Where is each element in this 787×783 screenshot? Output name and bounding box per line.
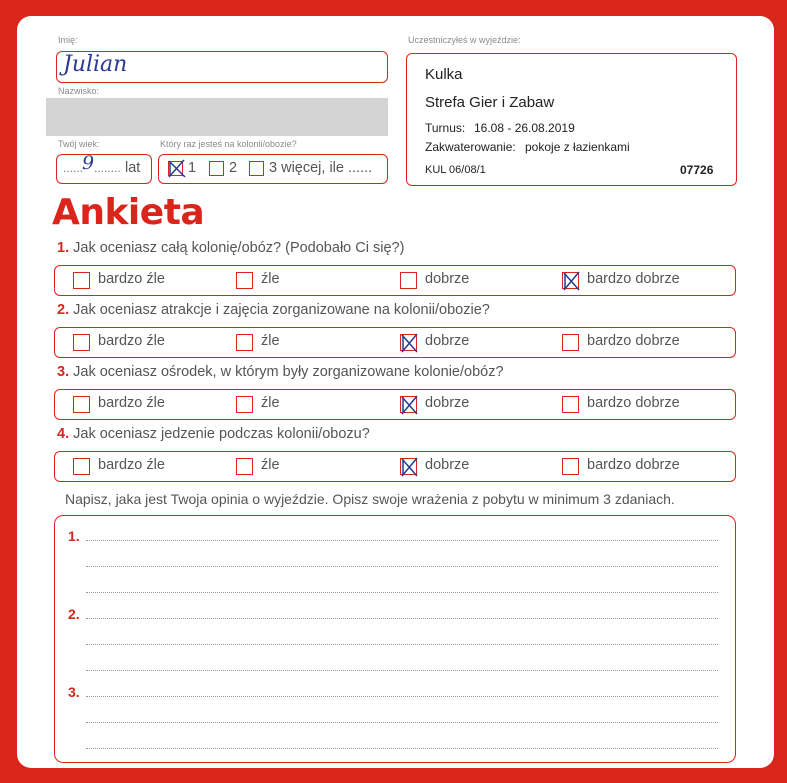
turnus-label: Turnus:	[425, 121, 466, 135]
accommodation-value: pokoje z łazienkami	[525, 140, 630, 154]
answer-checkbox[interactable]	[562, 272, 579, 289]
checkmark-x-icon	[398, 393, 420, 417]
answer-checkbox[interactable]	[236, 396, 253, 413]
survey-title: Ankieta	[52, 192, 205, 233]
question-text: Jak oceniasz ośrodek, w którym były zorganizowane kolonie/obóz?	[73, 364, 504, 380]
surname-label: Nazwisko:	[58, 86, 100, 96]
question-number: 3.	[57, 364, 70, 380]
trip-name: Kulka	[425, 66, 463, 83]
answer-checkbox[interactable]	[236, 272, 253, 289]
checkmark-x-icon	[398, 455, 420, 479]
question-text: Jak oceniasz jedzenie podczas kolonii/obozu?	[73, 426, 370, 442]
answer-option-label: bardzo dobrze	[587, 271, 680, 287]
answer-checkbox[interactable]	[562, 334, 579, 351]
surname-redacted	[46, 98, 388, 136]
turnus-value: 16.08 - 26.08.2019	[474, 121, 575, 135]
age-dots: ......	[63, 161, 84, 175]
question-3	[57, 364, 504, 380]
opinion-number-1: 1.	[68, 528, 80, 544]
accommodation-label: Zakwaterowanie:	[425, 140, 516, 154]
opinion-box[interactable]	[54, 515, 736, 763]
which-time-option-2: 2	[229, 160, 238, 176]
trip-number: 07726	[680, 163, 714, 177]
opinion-line	[86, 722, 718, 723]
question-4	[57, 426, 370, 442]
question-1	[57, 240, 404, 256]
which-time-option-3: 3 więcej, ile ......	[269, 160, 373, 176]
trip-info-box	[406, 53, 737, 186]
answer-checkbox[interactable]	[562, 458, 579, 475]
opinion-line	[86, 670, 718, 671]
answer-option-label: dobrze	[425, 395, 470, 411]
age-unit: lat	[125, 160, 141, 176]
question-2	[57, 302, 490, 318]
opinion-line	[86, 592, 718, 593]
answer-option-label: źle	[261, 271, 280, 287]
name-field[interactable]	[56, 51, 388, 83]
opinion-line	[86, 618, 718, 619]
answer-option-label: dobrze	[425, 333, 470, 349]
age-dots-after: ........	[94, 161, 121, 175]
which-time-checkbox-1[interactable]	[168, 161, 183, 176]
answer-option-label: dobrze	[425, 271, 470, 287]
answer-option-label: bardzo źle	[98, 271, 165, 287]
checkmark-x-icon	[398, 331, 420, 355]
answer-option-label: dobrze	[425, 457, 470, 473]
opinion-prompt: Napisz, jaka jest Twoja opinia o wyjeździe. Opisz swoje wrażenia z pobytu w minimum 3 zdaniach.	[65, 491, 675, 507]
opinion-line	[86, 566, 718, 567]
answer-checkbox[interactable]	[562, 396, 579, 413]
answer-option-label: bardzo dobrze	[587, 457, 680, 473]
which-time-option-1: 1	[188, 160, 197, 176]
answer-checkbox[interactable]	[73, 458, 90, 475]
answer-option-label: bardzo dobrze	[587, 395, 680, 411]
which-time-checkbox-2[interactable]	[209, 161, 224, 176]
checkmark-x-icon	[560, 269, 582, 293]
opinion-number-2: 2.	[68, 606, 80, 622]
question-number: 1.	[57, 240, 70, 256]
answer-option-label: źle	[261, 457, 280, 473]
which-time-field	[158, 154, 388, 184]
age-label: Twój wiek:	[58, 139, 100, 149]
answer-option-label: źle	[261, 395, 280, 411]
trip-subtitle: Strefa Gier i Zabaw	[425, 94, 555, 111]
checkmark-x-icon	[166, 158, 188, 180]
opinion-line	[86, 696, 718, 697]
answer-checkbox[interactable]	[400, 458, 417, 475]
answer-option-label: bardzo źle	[98, 333, 165, 349]
answer-option-label: bardzo źle	[98, 457, 165, 473]
answer-option-label: źle	[261, 333, 280, 349]
which-time-checkbox-3[interactable]	[249, 161, 264, 176]
answer-checkbox[interactable]	[236, 458, 253, 475]
opinion-line	[86, 748, 718, 749]
answer-checkbox[interactable]	[400, 272, 417, 289]
question-text: Jak oceniasz atrakcje i zajęcia zorganizowane na kolonii/obozie?	[73, 302, 490, 318]
trip-label: Uczestniczyłeś w wyjeździe:	[408, 35, 521, 45]
answer-option-label: bardzo dobrze	[587, 333, 680, 349]
age-field[interactable]	[56, 154, 152, 184]
opinion-line	[86, 540, 718, 541]
name-label: Imię:	[58, 35, 78, 45]
answer-checkbox[interactable]	[73, 272, 90, 289]
age-value: 9	[82, 152, 95, 174]
opinion-number-3: 3.	[68, 684, 80, 700]
answer-checkbox[interactable]	[73, 334, 90, 351]
question-number: 4.	[57, 426, 70, 442]
answer-checkbox[interactable]	[400, 396, 417, 413]
opinion-line	[86, 644, 718, 645]
answer-option-label: bardzo źle	[98, 395, 165, 411]
answer-checkbox[interactable]	[73, 396, 90, 413]
name-value: Julian	[63, 52, 128, 77]
trip-code: KUL 06/08/1	[425, 164, 486, 176]
answer-checkbox[interactable]	[236, 334, 253, 351]
question-text: Jak oceniasz całą kolonię/obóz? (Podobało Ci się?)	[73, 240, 405, 256]
question-number: 2.	[57, 302, 70, 318]
which-time-label: Który raz jesteś na kolonii/obozie?	[160, 139, 297, 149]
answer-checkbox[interactable]	[400, 334, 417, 351]
